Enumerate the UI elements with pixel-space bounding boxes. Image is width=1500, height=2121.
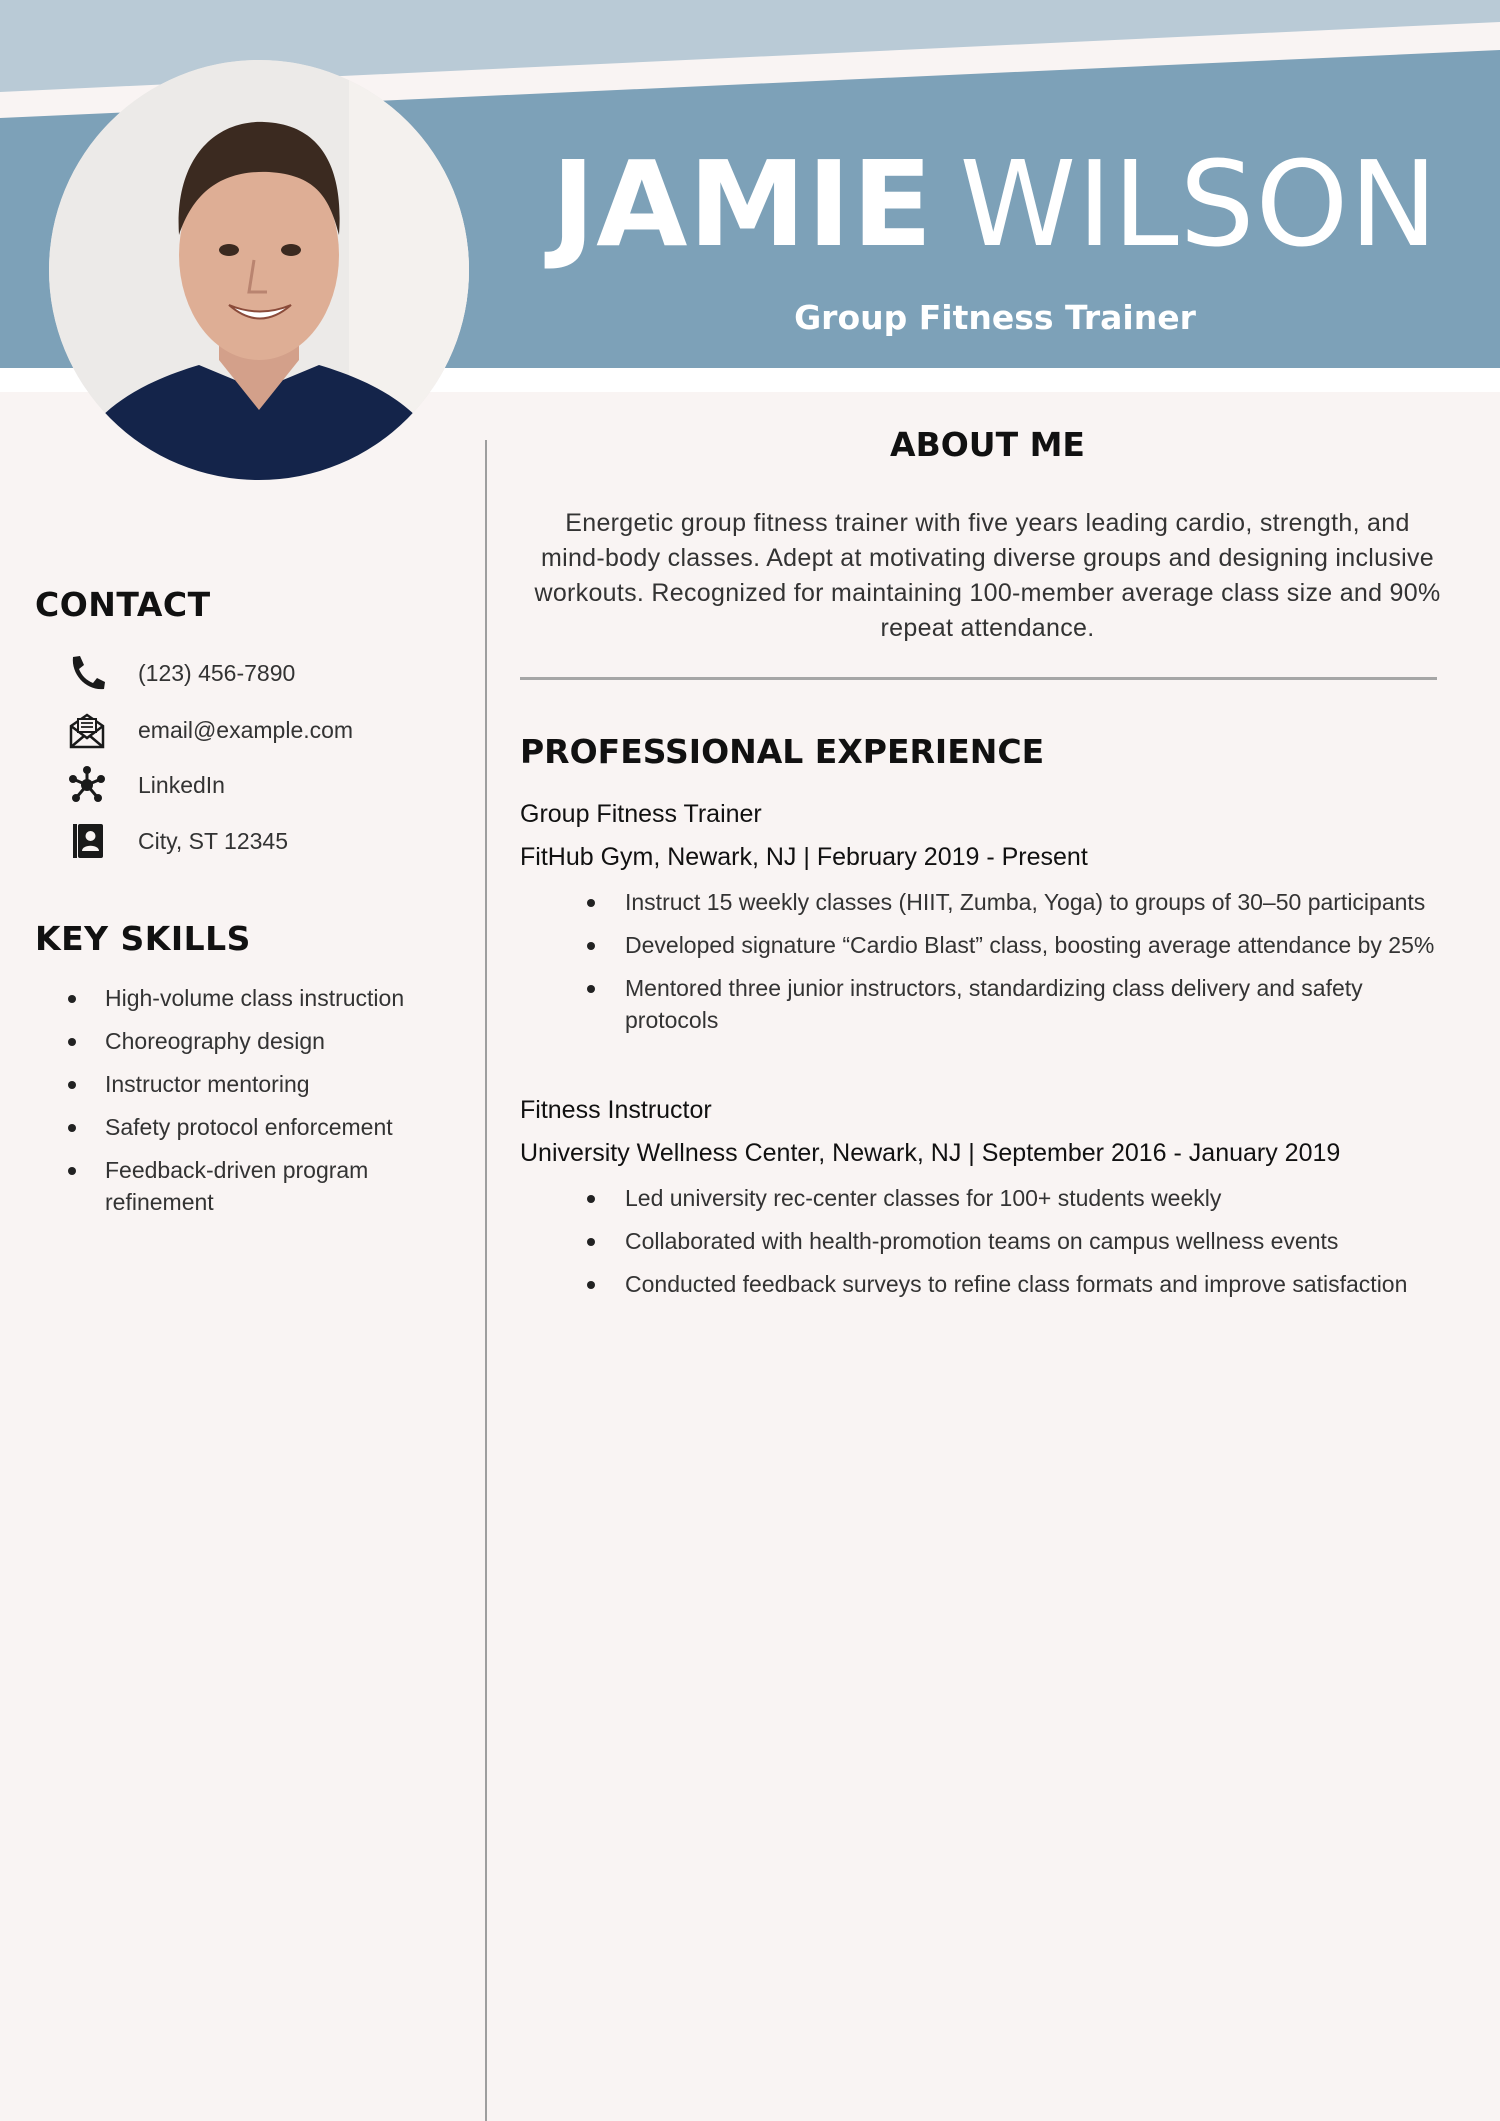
about-text: Energetic group fitness trainer with five years leading cardio, strength, and mind-body classes. Adept at motivating diverse groups and designing inclusive workouts. Recognized for maintaining 100-member average class size and 90% repeat attendance. [534,509,1441,642]
about-heading: ABOUT ME [890,425,1085,464]
experience-heading: PROFESSIONAL EXPERIENCE [520,732,1045,771]
job-title: Group Fitness Trainer [794,298,1196,337]
job-bullet: Mentored three junior instructors, standardizing class delivery and safety protocols [520,972,1460,1036]
job-bullet: Collaborated with health-promotion teams on campus wellness events [520,1225,1460,1257]
job-entry [520,1092,1460,1311]
skills-heading: KEY SKILLS [35,919,251,958]
contact-heading: CONTACT [35,585,211,624]
job-bullet: Conducted feedback surveys to refine class formats and improve satisfaction [520,1268,1460,1300]
contact-address [62,820,288,862]
contact-phone-text: (123) 456-7890 [138,659,296,686]
contact-email-text: email@example.com [138,716,354,743]
first-name: JAMIE [551,135,934,273]
job-role: Group Fitness Trainer [520,800,762,828]
contact-linkedin-text: LinkedIn [138,771,225,798]
job-role: Fitness Instructor [520,1096,712,1124]
phone-icon [62,652,112,694]
column-divider [485,440,487,2121]
email-icon [62,709,112,751]
address-book-icon [62,820,112,862]
skill-item: Choreography design [62,1025,462,1057]
section-divider [520,677,1437,680]
job-meta: University Wellness Center, Newark, NJ | September 2016 - January 2019 [520,1139,1341,1167]
contact-email [62,709,353,751]
job-entry [520,796,1460,1047]
skills-list [62,982,462,1229]
job-bullet: Instruct 15 weekly classes (HIIT, Zumba, Yoga) to groups of 30–50 participants [520,886,1460,918]
job-bullet: Developed signature “Cardio Blast” class, boosting average attendance by 25% [520,929,1460,961]
skill-item: Safety protocol enforcement [62,1111,462,1143]
skill-item: Feedback-driven program refinement [62,1154,415,1218]
job-bullets [520,886,1460,1036]
profile-photo [49,60,469,480]
network-icon [62,764,112,806]
candidate-name [540,135,1450,273]
job-bullets [520,1182,1460,1300]
contact-address-text: City, ST 12345 [138,827,289,854]
contact-phone [62,652,295,694]
skill-item: High-volume class instruction [62,982,462,1014]
job-meta: FitHub Gym, Newark, NJ | February 2019 - Present [520,843,1088,871]
contact-linkedin [62,764,225,806]
job-bullet: Led university rec-center classes for 100+ students weekly [520,1182,1460,1214]
skill-item: Instructor mentoring [62,1068,462,1100]
last-name: WILSON [959,135,1439,273]
